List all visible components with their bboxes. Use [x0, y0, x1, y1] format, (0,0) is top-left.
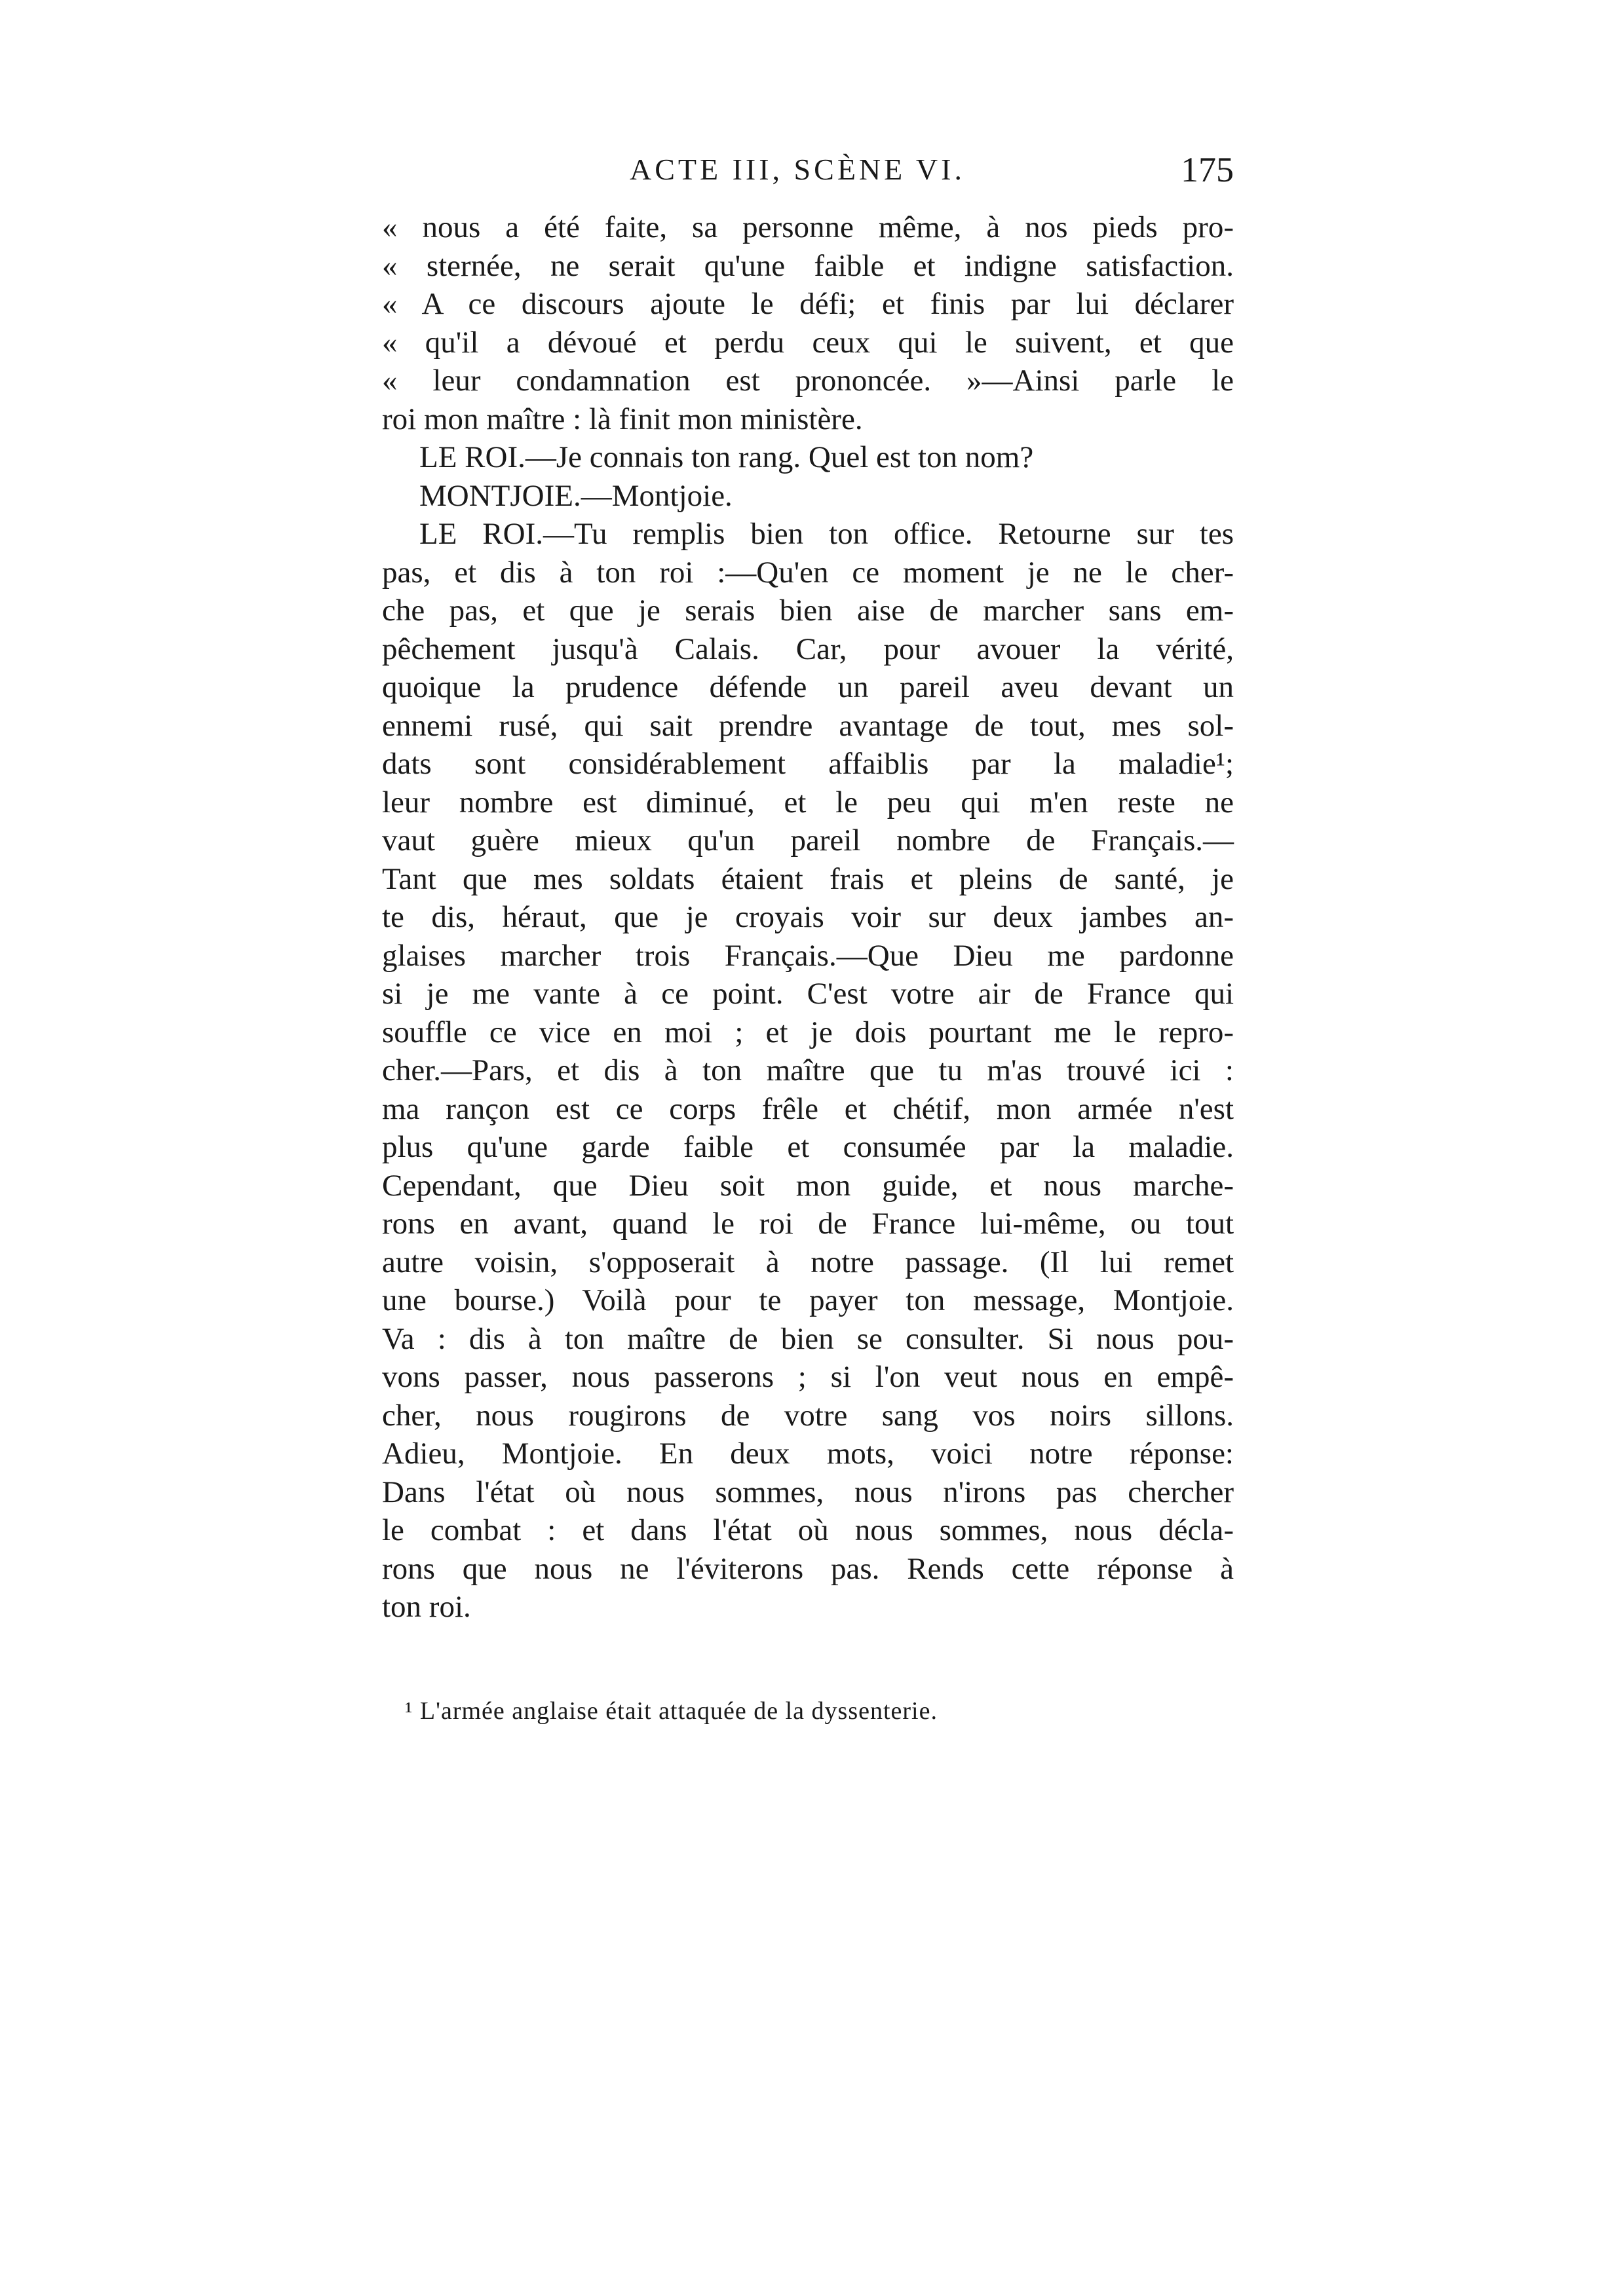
text-line: si je me vante à ce point. C'est votre air de France qui	[382, 977, 1234, 1011]
text-line: Adieu, Montjoie. En deux mots, voici notre réponse:	[382, 1437, 1234, 1471]
text-line: pêchement jusqu'à Calais. Car, pour avouer la vérité,	[382, 631, 1234, 666]
text-line: vaut guère mieux qu'un pareil nombre de Français.—	[382, 823, 1234, 857]
text-line: rons que nous ne l'éviterons pas. Rends cette réponse à	[382, 1551, 1234, 1586]
text-line: quoique la prudence défende un pareil aveu devant un	[382, 670, 1234, 704]
text-line: te dis, héraut, que je croyais voir sur deux jambes an-	[382, 900, 1234, 934]
text-line: ma rançon est ce corps frêle et chétif, mon armée n'est	[382, 1091, 1234, 1126]
body-text	[382, 208, 1234, 1627]
text-line: ennemi rusé, qui sait prendre avantage de tout, mes sol-	[382, 708, 1234, 743]
text-line: le combat : et dans l'état où nous sommes, nous décla-	[382, 1513, 1234, 1547]
text-line: Tant que mes soldats étaient frais et pleins de santé, je	[382, 861, 1234, 896]
text-line: cher.—Pars, et dis à ton maître que tu m'as trouvé ici :	[382, 1053, 1234, 1087]
text-line: « qu'il a dévoué et perdu ceux qui le suivent, et que	[382, 325, 1234, 360]
text-line: souffle ce vice en moi ; et je dois pourtant me le repro-	[382, 1015, 1234, 1049]
text-line: dats sont considérablement affaiblis par la maladie¹;	[382, 747, 1234, 781]
text-line: plus qu'une garde faible et consumée par la maladie.	[382, 1130, 1234, 1164]
text-line: ton roi.	[382, 1590, 471, 1624]
text-line: une bourse.) Voilà pour te payer ton message, Montjoie.	[382, 1283, 1234, 1317]
speech-line-montjoie: MONTJOIE.—Montjoie.	[419, 478, 733, 513]
page-header	[382, 152, 1234, 198]
text-line: « sternée, ne serait qu'une faible et indigne satisfaction.	[382, 248, 1234, 283]
text-line: glaises marcher trois Français.—Que Dieu me pardonne	[382, 938, 1234, 973]
text-line: Va : dis à ton maître de bien se consulter. Si nous pou-	[382, 1321, 1234, 1356]
speech-line-le-roi: LE ROI.—Je connais ton rang. Quel est ton nom?	[419, 440, 1034, 474]
text-line: che pas, et que je serais bien aise de marcher sans em-	[382, 593, 1234, 628]
text-line: leur nombre est diminué, et le peu qui m'en reste ne	[382, 785, 1234, 819]
text-line: Dans l'état où nous sommes, nous n'irons pas chercher	[382, 1475, 1234, 1509]
text-line: rons en avant, quand le roi de France lui-même, ou tout	[382, 1207, 1234, 1241]
text-line: cher, nous rougirons de votre sang vos noirs sillons.	[382, 1398, 1234, 1433]
text-line: Cependant, que Dieu soit mon guide, et nous marche-	[382, 1168, 1234, 1203]
speech-line-le-roi: LE ROI.—Tu remplis bien ton office. Retourne sur tes	[419, 517, 1234, 551]
running-title: ACTE III, SCÈNE VI.	[630, 153, 965, 186]
text-line: « A ce discours ajoute le défi; et finis par lui déclarer	[382, 287, 1234, 321]
text-line: « nous a été faite, sa personne même, à nos pieds pro-	[382, 210, 1234, 244]
text-line: vons passer, nous passerons ; si l'on veut nous en empê-	[382, 1360, 1234, 1394]
text-line: « leur condamnation est prononcée. »—Ainsi parle le	[382, 364, 1234, 398]
footnote: ¹ L'armée anglaise était attaquée de la dyssenterie.	[405, 1697, 938, 1725]
page-number: 175	[1181, 150, 1234, 189]
text-line: autre voisin, s'opposerait à notre passage. (Il lui remet	[382, 1245, 1234, 1279]
text-line: pas, et dis à ton roi :—Qu'en ce moment je ne le cher-	[382, 555, 1234, 590]
text-line: roi mon maître : là finit mon ministère.	[382, 402, 863, 436]
